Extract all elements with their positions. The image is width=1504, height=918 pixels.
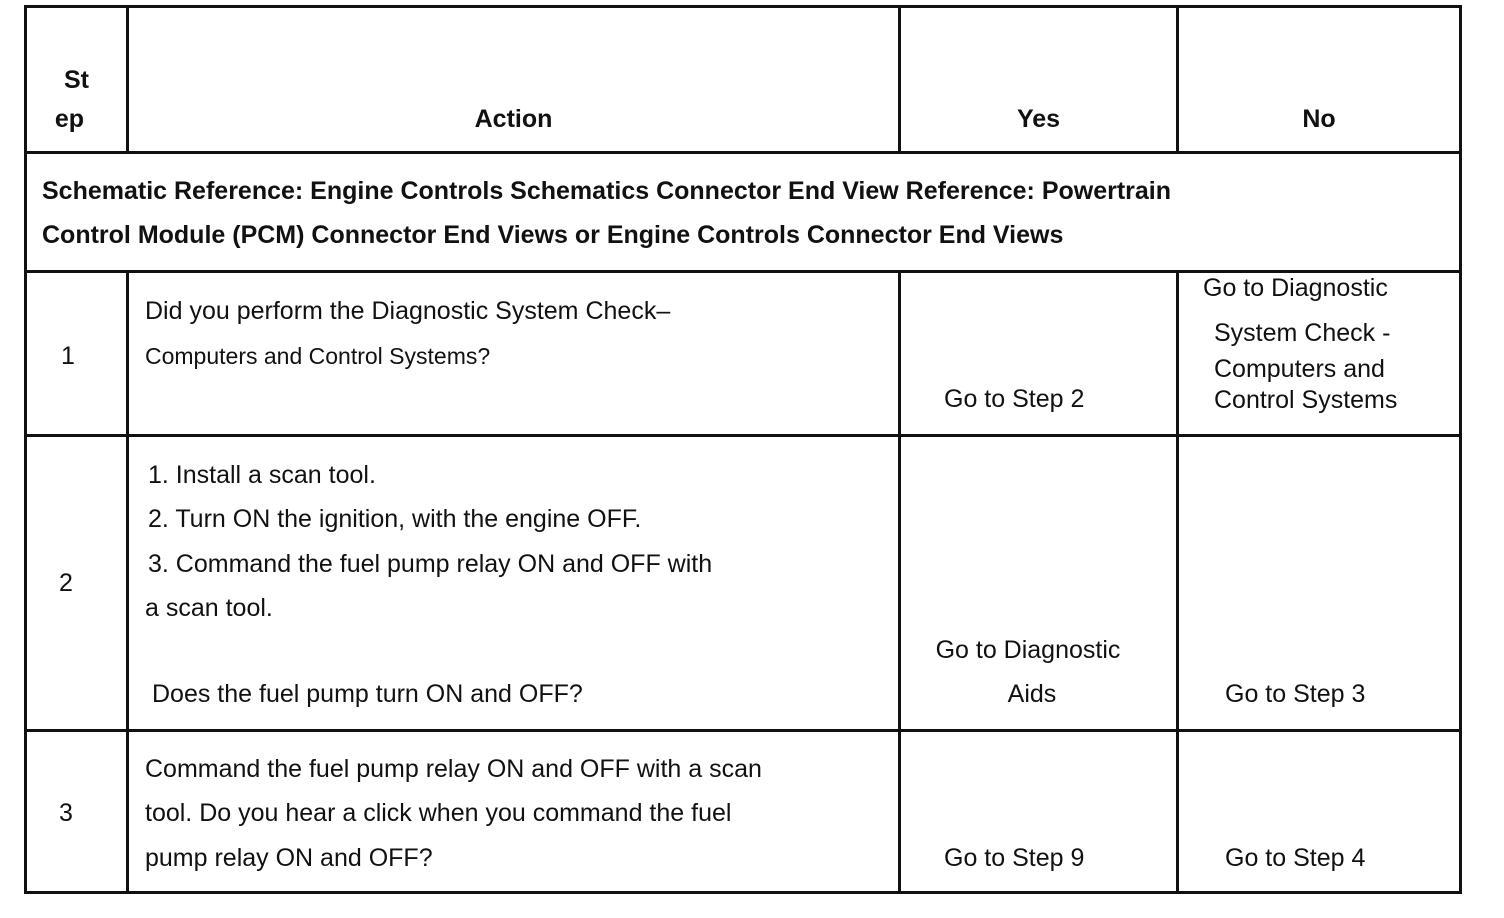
row-1-divider: [24, 434, 1462, 437]
yes-link[interactable]: Go to Step 9: [944, 844, 1085, 872]
row-2-divider: [24, 729, 1462, 732]
no-link-line[interactable]: System Check -: [1214, 319, 1391, 347]
step-number: 3: [59, 799, 73, 827]
step-number: 1: [61, 342, 75, 370]
schematic-reference-line1: Schematic Reference: Engine Controls Schematics Connector End View Reference: Powertrain: [42, 177, 1172, 205]
action-text: 2. Turn ON the ignition, with the engine OFF.: [148, 505, 642, 533]
header-divider: [24, 151, 1462, 154]
yes-link-line[interactable]: Go to Diagnostic: [935, 636, 1121, 664]
action-text: 3. Command the fuel pump relay ON and OFF with: [148, 550, 713, 578]
action-text: a scan tool.: [145, 594, 273, 622]
action-column-divider: [898, 270, 901, 894]
action-text: Did you perform the Diagnostic System Check–: [145, 297, 671, 325]
schematic-reference-line2: Control Module (PCM) Connector End Views or Engine Controls Connector End Views: [42, 221, 1064, 249]
action-text: Computers and Control Systems?: [145, 343, 491, 369]
action-text: Command the fuel pump relay ON and OFF with a scan: [145, 755, 762, 783]
action-question: Does the fuel pump turn ON and OFF?: [152, 680, 583, 708]
header-yes: Yes: [1016, 105, 1061, 133]
step-number: 2: [59, 569, 73, 597]
table-border-top: [24, 5, 1462, 8]
action-text: pump relay ON and OFF?: [145, 844, 433, 872]
table-border-left: [24, 5, 27, 894]
no-link-line[interactable]: Control Systems: [1214, 386, 1398, 414]
header-action: Action: [474, 105, 553, 133]
no-link-line[interactable]: Computers and: [1214, 355, 1385, 383]
header-step-line2: ep: [54, 105, 85, 133]
step-column-divider: [126, 270, 129, 894]
no-link-line[interactable]: Go to Diagnostic: [1203, 274, 1388, 302]
yes-column-divider: [1176, 270, 1179, 894]
yes-link-line[interactable]: Aids: [1007, 680, 1057, 708]
no-link[interactable]: Go to Step 3: [1225, 680, 1366, 708]
action-text: 1. Install a scan tool.: [148, 461, 376, 489]
table-border-bottom: [24, 891, 1462, 894]
no-link[interactable]: Go to Step 4: [1225, 844, 1366, 872]
action-text: tool. Do you hear a click when you command the fuel: [145, 799, 732, 827]
yes-link[interactable]: Go to Step 2: [944, 385, 1085, 413]
header-step-line1: St: [64, 66, 89, 94]
header-no: No: [1302, 105, 1336, 133]
table-border-right: [1459, 5, 1462, 894]
